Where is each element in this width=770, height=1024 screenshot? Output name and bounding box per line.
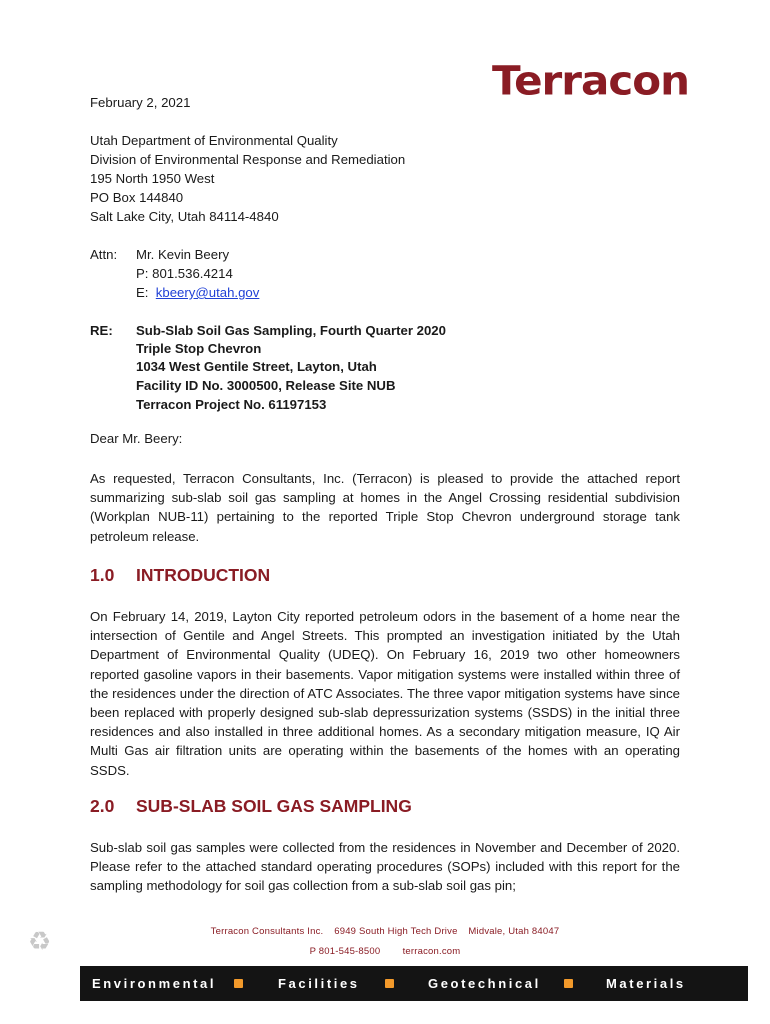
section-body-introduction: On February 14, 2019, Layton City reported petroleum odors in the basement of a home near the intersection of Gentile and Angel Streets. This prompted an investigation initiated by the Utah Department of Environmental Quality (UDEQ). On February 16, 2019 two other homeowners reported gasoline vapors in their basements. Vapor mitigation systems were installed within three of the residences under the direction of ATC Associates. The three vapor mitigation systems have since been replaced with properly designed sub-slab depressurization systems (SSDS) in the initial three residences and also installed in three additional homes. As a secondary mitigation measure, IQ Air Multi Gas air filtration units are operating within the basements of the homes with an operating SSDS. — [90, 609, 680, 778]
orange-square-icon — [564, 979, 573, 988]
re-label: RE: — [90, 323, 113, 338]
email-link[interactable]: kbeery@utah.gov — [155, 285, 260, 300]
service-facilities: Facilities — [278, 976, 360, 991]
intro-paragraph: As requested, Terracon Consultants, Inc. (Terracon) is pleased to provide the attached report summarizing sub-slab soil gas sampling at homes in the Angel Crossing residential subdivision (Workplan NUB-11) pertaining to the reported Triple Stop Chevron underground storage tank petroleum release. — [90, 471, 680, 544]
orange-square-icon — [385, 979, 394, 988]
services-band — [80, 966, 748, 1001]
attn-name: Mr. Kevin Beery — [136, 247, 230, 262]
service-materials: Materials — [606, 976, 686, 991]
salutation: Dear Mr. Beery: — [90, 431, 183, 446]
footer-phone: P 801-545-8500 — [309, 946, 381, 957]
attn-phone: P: 801.536.4214 — [136, 266, 233, 281]
section-heading-sampling — [90, 796, 412, 817]
terracon-logo: Terracon — [492, 57, 689, 104]
recycle-icon: ♻ — [28, 926, 52, 956]
re-line: Facility ID No. 3000500, Release Site NUB — [136, 378, 396, 393]
footer-address — [0, 926, 770, 937]
service-environmental: Environmental — [92, 976, 217, 991]
attn-email-prefix: E: — [136, 285, 149, 300]
recipient-line: PO Box 144840 — [90, 190, 184, 205]
re-line: 1034 West Gentile Street, Layton, Utah — [136, 359, 377, 374]
footer-city: Midvale, Utah 84047 — [468, 926, 560, 937]
attn-email-line — [136, 283, 259, 302]
footer-company: Terracon Consultants Inc. — [210, 926, 324, 937]
re-line: Triple Stop Chevron — [136, 341, 262, 356]
attn-label: Attn: — [90, 247, 118, 262]
re-line: Sub-Slab Soil Gas Sampling, Fourth Quarter 2020 — [136, 323, 446, 338]
letter-date: February 2, 2021 — [90, 95, 191, 110]
section-title: SUB-SLAB SOIL GAS SAMPLING — [136, 796, 412, 816]
recipient-line: Salt Lake City, Utah 84114-4840 — [90, 209, 279, 224]
re-line: Terracon Project No. 61197153 — [136, 397, 327, 412]
section-heading-introduction — [90, 565, 270, 586]
recipient-line: Division of Environmental Response and Remediation — [90, 152, 406, 167]
recipient-line: 195 North 1950 West — [90, 171, 215, 186]
footer-street: 6949 South High Tech Drive — [334, 926, 458, 937]
service-geotechnical: Geotechnical — [428, 976, 541, 991]
section-body-sampling: Sub-slab soil gas samples were collected from the residences in November and December of 2020. Please refer to the attached standard operating procedures (SOPs) included with this report for the sampling methodology for soil gas collection from a sub-slab soil gas pin; — [90, 840, 680, 894]
section-number: 1.0 — [90, 565, 115, 585]
section-number: 2.0 — [90, 796, 115, 816]
section-title: INTRODUCTION — [136, 565, 271, 585]
recipient-line: Utah Department of Environmental Quality — [90, 133, 338, 148]
footer-contact — [0, 946, 770, 957]
footer-website[interactable]: terracon.com — [402, 946, 461, 957]
orange-square-icon — [234, 979, 243, 988]
